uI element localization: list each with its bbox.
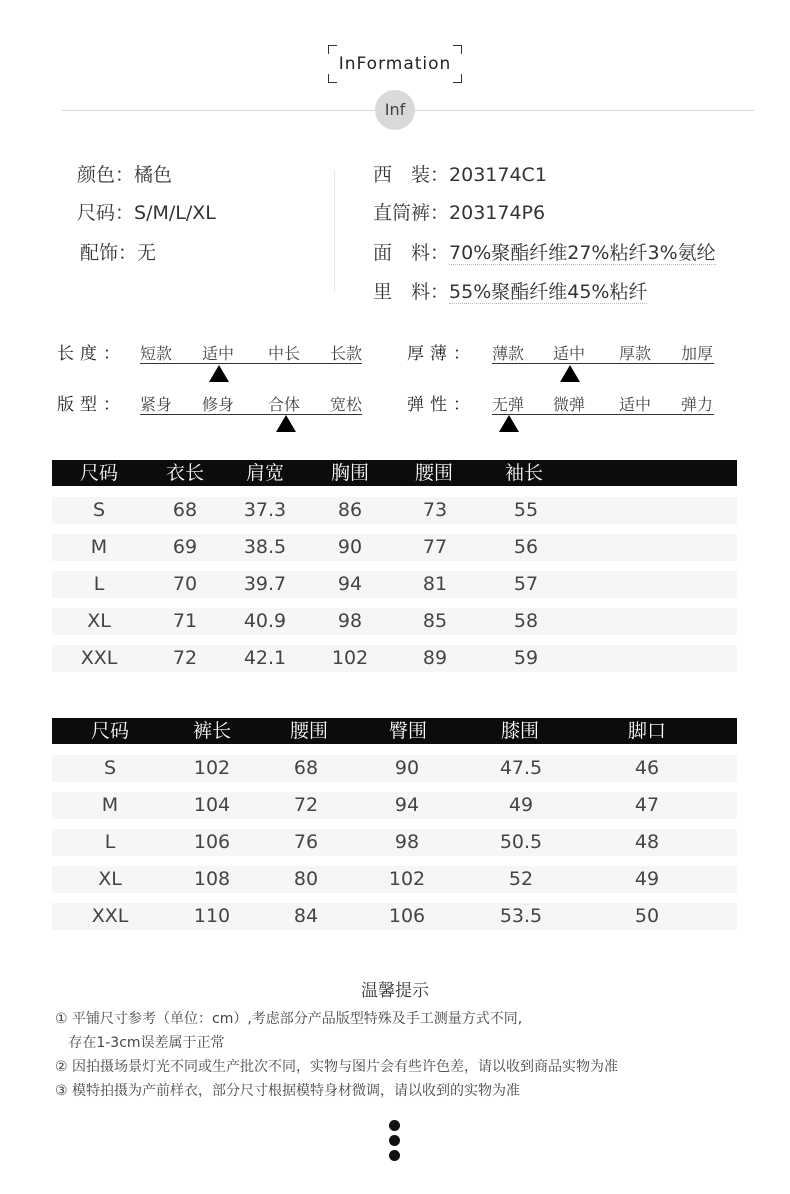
- table-cell: 102: [193, 757, 231, 779]
- attr-thickness-option: 加厚: [681, 344, 714, 363]
- table-cell: 55: [513, 499, 539, 521]
- tip-line: ③ 模特拍摄为产前样衣，部分尺寸根据模特身材微调，请以收到的实物为准: [55, 1083, 520, 1099]
- attr-length-scale: [140, 363, 362, 364]
- table-cell: 73: [422, 499, 448, 521]
- table-row: [52, 829, 737, 856]
- attr-length-option: 中长: [268, 344, 301, 363]
- attr-thickness-label: 厚薄：: [407, 344, 476, 364]
- column-header: 脚口: [627, 720, 666, 742]
- info-label: 尺码：: [77, 202, 135, 224]
- info-label: 配饰：: [80, 242, 138, 264]
- table-row: [52, 645, 737, 672]
- table-cell: 98: [337, 610, 363, 632]
- table-cell: 52: [508, 868, 534, 890]
- table-cell: 98: [394, 831, 420, 853]
- info-value: 203174P6: [449, 202, 546, 224]
- table-cell: 59: [513, 647, 539, 669]
- table-cell: XL: [98, 868, 122, 890]
- table-cell: 94: [337, 573, 363, 595]
- attr-fit-option: 合体: [268, 395, 301, 414]
- table-cell: 71: [172, 610, 198, 632]
- attr-thickness-option: 薄款: [492, 344, 525, 363]
- info-fabric: [373, 238, 716, 265]
- selected-marker-icon: [560, 365, 580, 382]
- attr-fit-option: 修身: [202, 395, 235, 414]
- info-size: [77, 198, 216, 225]
- table-row: [52, 903, 737, 930]
- table-cell: 102: [388, 868, 426, 890]
- column-header: 胸围: [330, 462, 369, 484]
- info-suit-code: [373, 160, 547, 187]
- table-row: [52, 608, 737, 635]
- attr-thickness-option: 适中: [553, 344, 586, 363]
- vertical-divider: [334, 170, 335, 292]
- tip-line: ① 平铺尺寸参考（单位：cm）,考虑部分产品版型特殊及手工测量方式不同,: [55, 1011, 523, 1027]
- table-cell: 53.5: [499, 905, 543, 927]
- table-cell: 90: [394, 757, 420, 779]
- table-cell: 68: [172, 499, 198, 521]
- decor-dot-icon: [389, 1135, 400, 1146]
- table-cell: 108: [193, 868, 231, 890]
- table-row: [52, 534, 737, 561]
- column-header: 臀围: [388, 720, 427, 742]
- table-cell: 104: [193, 794, 231, 816]
- table-cell: 39.7: [243, 573, 287, 595]
- table-cell: 50.5: [499, 831, 543, 853]
- attr-length-option: 长款: [330, 344, 363, 363]
- table-cell: L: [93, 573, 105, 595]
- section-badge: Inf: [375, 90, 415, 130]
- decor-dot-icon: [389, 1150, 400, 1161]
- column-header: 尺码: [90, 720, 129, 742]
- column-header: 腰围: [414, 462, 453, 484]
- table-cell: 46: [634, 757, 660, 779]
- attr-elasticity-option: 无弹: [492, 395, 525, 414]
- table-cell: 94: [394, 794, 420, 816]
- table-cell: 70: [172, 573, 198, 595]
- selected-marker-icon: [209, 365, 229, 382]
- table-row: [52, 866, 737, 893]
- selected-marker-icon: [276, 415, 296, 432]
- decor-dot-icon: [389, 1120, 400, 1131]
- info-label: 里 料：: [373, 281, 450, 303]
- info-value: 203174C1: [449, 164, 547, 186]
- attr-thickness-option: 厚款: [619, 344, 652, 363]
- table-cell: 76: [293, 831, 319, 853]
- attr-fit-scale: [140, 414, 362, 415]
- table-cell: 69: [172, 536, 198, 558]
- table-cell: M: [101, 794, 119, 816]
- attr-fit-label: 版型：: [57, 395, 126, 415]
- table-cell: 57: [513, 573, 539, 595]
- attr-elasticity-label: 弹性：: [407, 395, 476, 415]
- table-cell: 49: [508, 794, 534, 816]
- table-cell: 85: [422, 610, 448, 632]
- attr-elasticity-option: 微弹: [553, 395, 586, 414]
- column-header: 腰围: [289, 720, 328, 742]
- info-label: 直筒裤：: [373, 202, 450, 224]
- tips-title: 温馨提示: [361, 981, 429, 1001]
- table-cell: 47: [634, 794, 660, 816]
- table-cell: 37.3: [243, 499, 287, 521]
- table-cell: 47.5: [499, 757, 543, 779]
- table-cell: S: [103, 757, 117, 779]
- info-value: S/M/L/XL: [134, 202, 216, 224]
- info-label: 面 料：: [373, 242, 450, 264]
- table-cell: 90: [337, 536, 363, 558]
- table-cell: 56: [513, 536, 539, 558]
- table-cell: M: [90, 536, 108, 558]
- table-cell: 106: [388, 905, 426, 927]
- info-pants-code: [373, 198, 545, 225]
- column-header: 衣长: [165, 462, 204, 484]
- attr-length-option: 短款: [140, 344, 173, 363]
- attr-elasticity-option: 弹力: [681, 395, 714, 414]
- column-header: 裤长: [192, 720, 231, 742]
- info-label: 西 装：: [373, 164, 450, 186]
- table-cell: 72: [172, 647, 198, 669]
- table-cell: 81: [422, 573, 448, 595]
- column-header: 肩宽: [245, 462, 284, 484]
- info-value: 橘色: [134, 164, 173, 186]
- info-label: 颜色：: [77, 164, 135, 186]
- info-accessory: [80, 238, 156, 265]
- attr-fit-option: 宽松: [330, 395, 363, 414]
- table-cell: 50: [634, 905, 660, 927]
- column-header: 膝围: [500, 720, 539, 742]
- table-cell: 72: [293, 794, 319, 816]
- table-cell: L: [104, 831, 116, 853]
- attr-thickness-scale: [492, 363, 714, 364]
- table-cell: S: [92, 499, 106, 521]
- attr-fit-option: 紧身: [140, 395, 173, 414]
- info-value: 70%聚酯纤维27%粘纤3%氨纶: [449, 242, 716, 264]
- table-cell: XXL: [91, 905, 129, 927]
- table-cell: 42.1: [243, 647, 287, 669]
- jacket-table-header: [52, 460, 737, 486]
- table-cell: 89: [422, 647, 448, 669]
- table-row: [52, 571, 737, 598]
- table-cell: 80: [293, 868, 319, 890]
- tip-line: ② 因拍摄场景灯光不同或生产批次不同，实物与图片会有些许色差，请以收到商品实物为准: [55, 1059, 618, 1075]
- table-cell: 110: [193, 905, 231, 927]
- table-cell: 38.5: [243, 536, 287, 558]
- info-value: 55%聚酯纤维45%粘纤: [449, 281, 648, 303]
- pants-table-header: [52, 718, 737, 744]
- info-lining: [373, 277, 647, 304]
- table-cell: 68: [293, 757, 319, 779]
- table-cell: XXL: [80, 647, 118, 669]
- table-cell: 48: [634, 831, 660, 853]
- table-row: [52, 755, 737, 782]
- table-cell: 49: [634, 868, 660, 890]
- table-cell: 106: [193, 831, 231, 853]
- column-header: 尺码: [79, 462, 118, 484]
- table-cell: 84: [293, 905, 319, 927]
- selected-marker-icon: [499, 415, 519, 432]
- section-title-frame: [328, 45, 462, 83]
- tip-line: 存在1-3cm误差属于正常: [55, 1035, 225, 1051]
- attr-elasticity-option: 适中: [619, 395, 652, 414]
- table-row: [52, 792, 737, 819]
- table-cell: 102: [331, 647, 369, 669]
- table-cell: 58: [513, 610, 539, 632]
- table-cell: 40.9: [243, 610, 287, 632]
- attr-length-label: 长度：: [57, 344, 126, 364]
- table-row: [52, 497, 737, 524]
- table-cell: 86: [337, 499, 363, 521]
- table-cell: XL: [87, 610, 111, 632]
- info-value: 无: [137, 242, 157, 264]
- column-header: 袖长: [504, 462, 543, 484]
- info-color: [77, 160, 172, 187]
- table-cell: 77: [422, 536, 448, 558]
- attr-length-option: 适中: [202, 344, 235, 363]
- section-title: InFormation: [338, 54, 452, 74]
- attr-elasticity-scale: [492, 414, 714, 415]
